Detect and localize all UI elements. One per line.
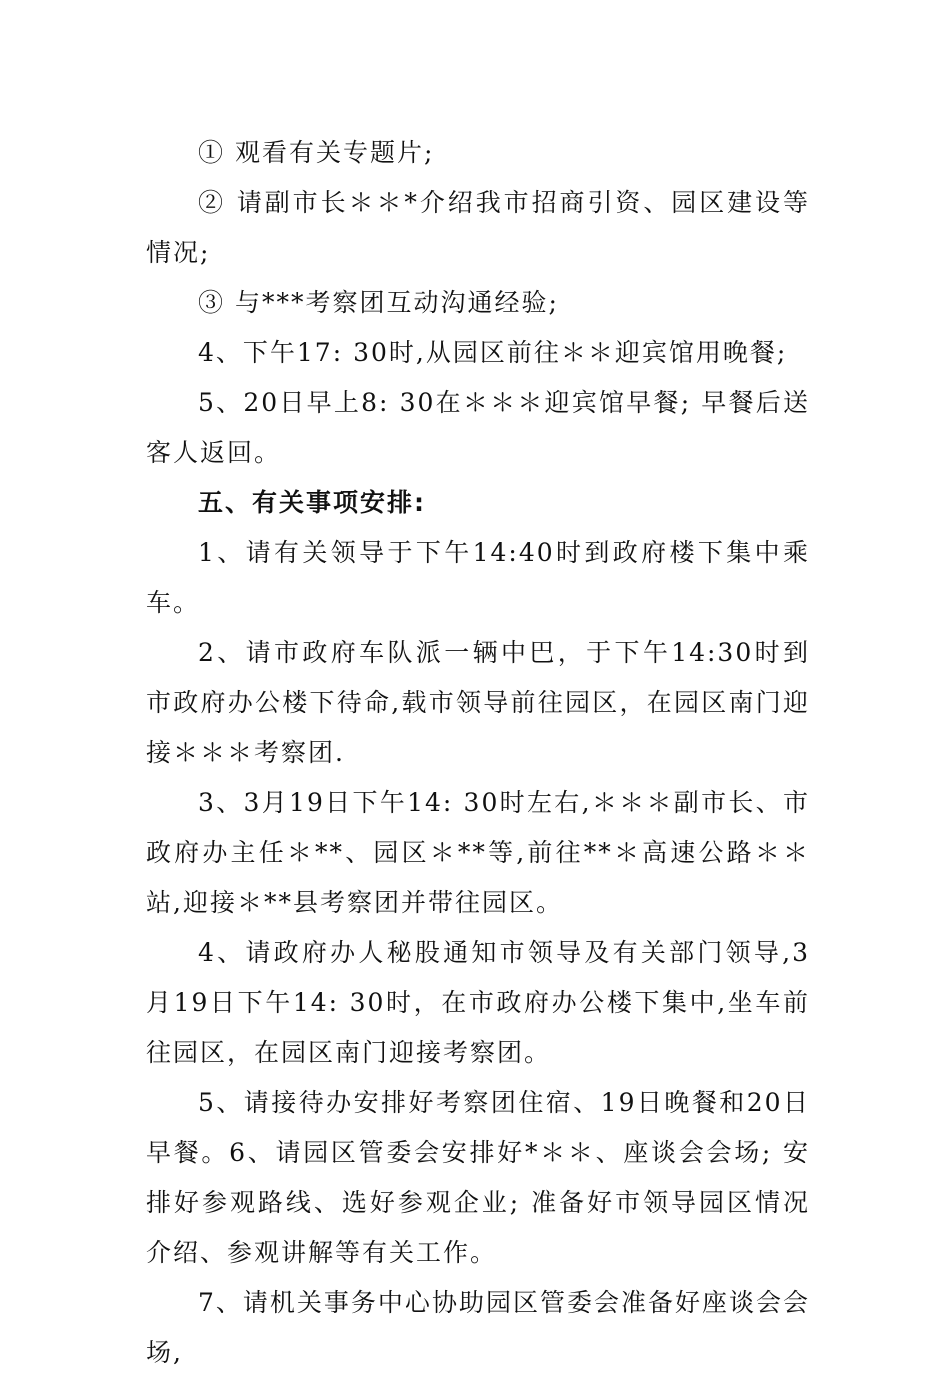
agenda-item-film: ① 观看有关专题片;: [198, 138, 435, 167]
schedule-item-dinner: 4、下午17: 30时,从园区前往＊＊迎宾馆用晚餐;: [198, 338, 788, 367]
arrangement-item-4: 4、请政府办人秘股通知市领导及有关部门领导,3月19日下午14: 30时，在市政府办公楼下集中,坐车前往园区，在园区南门迎接考察团。: [146, 938, 810, 1067]
document-body: [146, 128, 810, 1378]
arrangement-item-2: 2、请市政府车队派一辆中巴，于下午14:30时到市政府办公楼下待命,载市领导前往园区，在园区南门迎接＊＊＊考察团.: [146, 638, 810, 767]
arrangement-item-1: 1、请有关领导于下午14:40时到政府楼下集中乘车。: [146, 538, 810, 617]
arrangement-item-5-6: 5、请接待办安排好考察团住宿、19日晚餐和20日早餐。6、请园区管委会安排好*＊＊、座谈会会场; 安排好参观路线、选好参观企业; 准备好市领导园区情况介绍、参观讲解等有关工作。: [146, 1088, 810, 1267]
agenda-item-exchange: ③ 与***考察团互动沟通经验;: [198, 288, 559, 317]
arrangement-item-7: 7、请机关事务中心协助园区管委会准备好座谈会会场,: [146, 1288, 810, 1367]
agenda-item-vice-mayor-intro: ② 请副市长＊＊*介绍我市招商引资、园区建设等情况;: [146, 188, 810, 267]
schedule-item-breakfast: 5、20日早上8: 30在＊＊＊迎宾馆早餐; 早餐后送客人返回。: [146, 388, 810, 467]
arrangement-item-3: 3、3月19日下午14: 30时左右,＊＊＊副市长、市政府办主任＊**、园区＊**等,前往**＊高速公路＊＊站,迎接＊**县考察团并带往园区。: [146, 788, 810, 917]
section-heading: 五、有关事项安排:: [198, 488, 426, 517]
